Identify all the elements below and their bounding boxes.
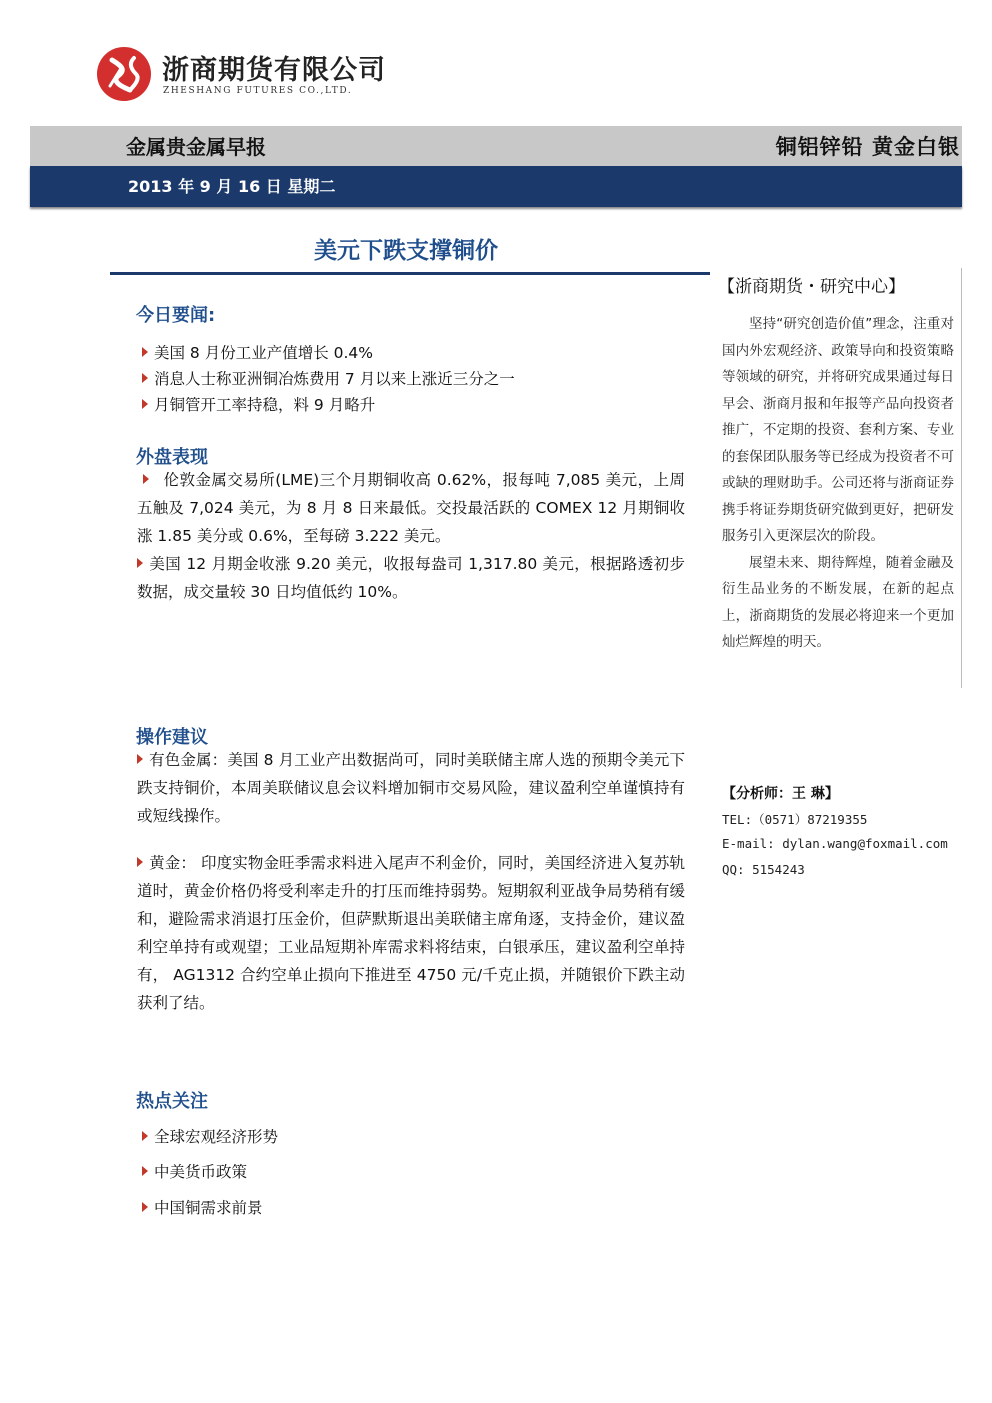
report-categories: 铜铝锌铅 黄金白银 bbox=[775, 135, 960, 159]
news-section-title: 今日要闻: bbox=[136, 305, 216, 326]
hot-item: 中美货币政策 bbox=[142, 1160, 247, 1182]
hot-item: 全球宏观经济形势 bbox=[142, 1125, 278, 1147]
sidebar-title: 【浙商期货・研究中心】 bbox=[718, 277, 905, 297]
sidebar-intro bbox=[722, 311, 954, 656]
report-date: 2013 年 9 月 16 日 星期二 bbox=[128, 177, 336, 196]
overseas-paragraph: 美国 12 月期金收涨 9.20 美元，收报每盎司 1,317.80 美元，根据路透初步数据，成交量较 30 日均值低约 10%。 bbox=[137, 555, 685, 601]
bullet-arrow-icon bbox=[142, 1202, 148, 1212]
hot-section-title: 热点关注 bbox=[136, 1091, 208, 1112]
report-name: 金属贵金属早报 bbox=[126, 135, 266, 159]
sidebar-divider bbox=[961, 268, 962, 688]
company-name-en: ZHESHANG FUTURES CO.,LTD. bbox=[163, 86, 353, 96]
bullet-arrow-icon bbox=[142, 1166, 148, 1176]
sidebar-paragraph: 展望未来、期待辉煌，随着金融及衍生品业务的不断发展，在新的起点上，浙商期货的发展必将迎来一个更加灿烂辉煌的明天。 bbox=[722, 554, 954, 650]
news-item: 月铜管开工率持稳，料 9 月略升 bbox=[142, 393, 375, 415]
advice-paragraph: 黄金： 印度实物金旺季需求料进入尾声不利金价，同时，美国经济进入复苏轨道时，黄金价格仍将受利率走升的打压而维持弱势。短期叙利亚战争局势稍有缓和，避险需求消退打压金价，但萨默斯退出美联储主席角逐，支持金价，建议盈利空单持有或观望；工业品短期补库需求料将结束，白银承压，建议盈利空单持有， AG1312 合约空单止损向下推进至 4750 元/千克止损，并随银价下跌主动获利了结。 bbox=[137, 854, 685, 1012]
bullet-arrow-icon bbox=[142, 347, 148, 357]
overseas-paragraph: 伦敦金属交易所(LME)三个月期铜收高 0.62%，报每吨 7,085 美元，上周五触及 7,024 美元，为 8 月 8 日来最低。交投最活跃的 COMEX 12 月期铜收涨 1.85 美分或 0.6%，至每磅 3.222 美元。 bbox=[137, 471, 685, 545]
sidebar-paragraph: 坚持“研究创造价值”理念，注重对国内外宏观经济、政策导向和投资策略等领域的研究，并将研究成果通过每日早会、浙商月报和年报等产品向投资者推广，不定期的投资、套利方案、专业的套保团队服务等已经成为投资者不可或缺的理财助手。公司还将与浙商证券携手将证券期货研究做到更好，把研发服务引入更深层次的阶段。 bbox=[722, 316, 954, 544]
analyst-name: 【分析师：王 琳】 bbox=[722, 786, 839, 802]
bullet-arrow-icon bbox=[137, 558, 143, 568]
news-item: 美国 8 月份工业产值增长 0.4% bbox=[142, 341, 373, 363]
advice-section-title: 操作建议 bbox=[136, 727, 208, 748]
news-item: 消息人士称亚洲铜冶炼费用 7 月以来上涨近三分之一 bbox=[142, 367, 515, 389]
advice-paragraph: 有色金属：美国 8 月工业产出数据尚可，同时美联储主席人选的预期令美元下跌支持铜价，本周美联储议息会议料增加铜市交易风险，建议盈利空单谨慎持有或短线操作。 bbox=[137, 751, 685, 825]
bullet-arrow-icon bbox=[142, 399, 148, 409]
headline-divider bbox=[110, 272, 710, 275]
overseas-section-title: 外盘表现 bbox=[136, 447, 208, 468]
bullet-arrow-icon bbox=[142, 1131, 148, 1141]
headline: 美元下跌支撑铜价 bbox=[314, 238, 498, 264]
bullet-arrow-icon bbox=[137, 857, 143, 867]
bullet-arrow-icon bbox=[143, 474, 149, 484]
hot-item: 中国铜需求前景 bbox=[142, 1196, 263, 1218]
bullet-arrow-icon bbox=[142, 373, 148, 383]
company-name-cn: 浙商期货有限公司 bbox=[162, 55, 386, 86]
contact-email: E-mail: dylan.wang@foxmail.com bbox=[722, 836, 948, 851]
contact-tel: TEL:（0571）87219355 bbox=[722, 812, 868, 827]
company-logo bbox=[96, 46, 152, 102]
contact-qq: QQ: 5154243 bbox=[722, 862, 805, 877]
bullet-arrow-icon bbox=[137, 754, 143, 764]
